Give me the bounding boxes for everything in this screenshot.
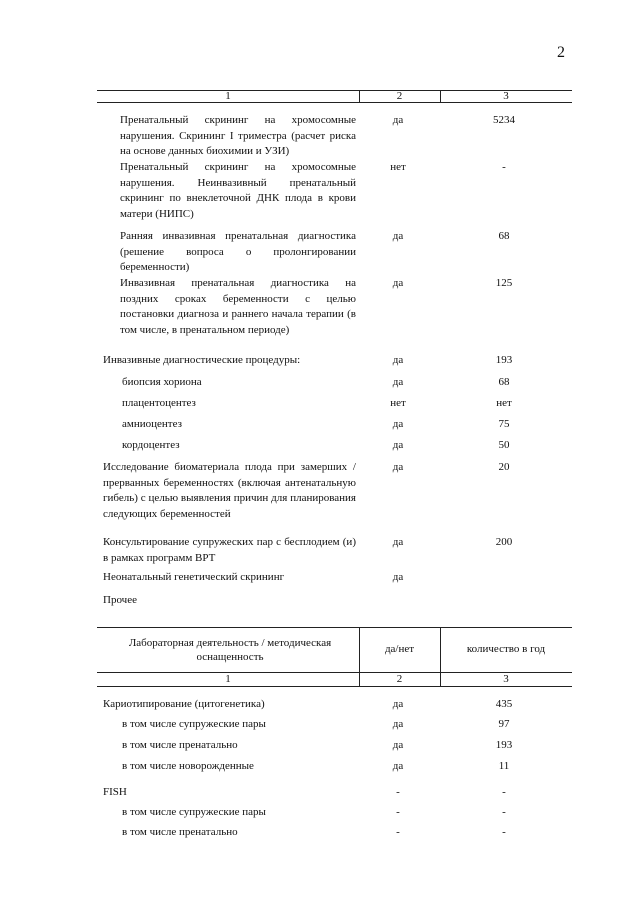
table-row-flag: да [392,718,404,730]
table-row-flag: да [392,760,404,772]
table-row-flag: нет [390,161,406,173]
table-row-label: Пренатальный скрининг на хромосомные нарушения. Скрининг I триместра (расчет риска на основе данных биохимии и УЗИ) [120,114,356,157]
table-row-label: Пренатальный скрининг на хромосомные нарушения. Неинвазивный пренатальный скрининг по внеклеточной ДНК плода в крови матери (НИПС) [120,161,356,220]
table-row-value: 97 [498,718,510,730]
table-row-label: в том числе пренатально [122,826,238,838]
table1-header-col3: 3 [503,90,509,102]
table-row-label: кордоцентез [122,439,180,451]
table-row-value: 193 [495,354,513,366]
table2-col-title-2: да/нет [384,643,415,655]
table-row-flag: - [396,806,400,818]
table2-header-rule [97,686,572,687]
table-row-flag: да [392,418,404,430]
table-row-flag: - [396,826,400,838]
table-row-value: 125 [495,277,513,289]
table-row-flag: да [392,536,404,548]
table-row-label: Исследование биоматериала плода при замерших / прерванных беременностях (включая антенатальную гибель) с целью выявления причин для планирования следующих беременностей [103,461,356,520]
table-row-label: Ранняя инвазивная пренатальная диагностика (решение вопроса о пролонгировании беременности) [120,230,356,273]
table-row-label: биопсия хориона [122,376,202,388]
table-row-label: Прочее [103,594,137,606]
table2-header-col3: 3 [503,673,509,685]
table-row-value: 11 [498,760,510,772]
table-row-label: Кариотипирование (цитогенетика) [103,698,265,710]
table-row-value: - [502,826,506,838]
table-row-value: - [502,806,506,818]
table2-col-title-1: Лабораторная деятельность / методическая оснащенность [128,637,332,663]
table-row-value: 50 [498,439,510,451]
page-number: 2 [557,44,565,61]
table-row-flag: да [392,571,404,583]
table-row-value: 75 [498,418,510,430]
table2-header-col2: 2 [396,673,403,685]
table-row-flag: да [392,114,404,126]
table-row-value: 68 [498,376,510,388]
table-row-flag: да [392,277,404,289]
table-row-flag: да [392,376,404,388]
table-row-label: FISH [103,786,127,798]
table-row-label: в том числе супружеские пары [122,718,266,730]
table-row-label: плацентоцентез [122,397,196,409]
table-row-value: - [502,786,506,798]
table2-top-rule [97,627,572,628]
table-row-label: в том числе пренатально [122,739,238,751]
table-row-label: амниоцентез [122,418,182,430]
table2-header-col1: 1 [225,673,231,685]
table-row-flag: да [392,739,404,751]
table-row-flag: нет [390,397,406,409]
table-row-value: 193 [495,739,513,751]
table-row-label: Консультирование супружеских пар с бесплодием (и) в рамках программ ВРТ [103,536,356,564]
table-row-value: 5234 [493,114,515,126]
table-row-value: 200 [495,536,513,548]
table-row-value: 435 [495,698,513,710]
table-row-label: Неонатальный генетический скрининг [103,571,285,583]
table-row-flag: - [396,786,400,798]
table1-header-col1: 1 [225,90,231,102]
table1-header-col2: 2 [396,90,403,102]
table-row-flag: да [392,354,404,366]
table-row-value: 20 [498,461,510,473]
table2-col-title-3: количество в год [466,643,546,655]
table-row-label: Инвазивная пренатальная диагностика на поздних сроках беременности с целью постановки диагноза и раннего начала терапии (в том числе, в пренатальном периоде) [120,277,356,336]
table-row-flag: да [392,439,404,451]
table-row-value: нет [496,397,512,409]
table-row-label: в том числе новорожденные [122,760,254,772]
table-row-flag: да [392,698,404,710]
table-row-flag: да [392,230,404,242]
table-row-value: 68 [498,230,510,242]
table-row-value: - [502,161,506,173]
table-row-flag: да [392,461,404,473]
table-row-label: в том числе супружеские пары [122,806,266,818]
table-row-label: Инвазивные диагностические процедуры: [103,354,301,366]
